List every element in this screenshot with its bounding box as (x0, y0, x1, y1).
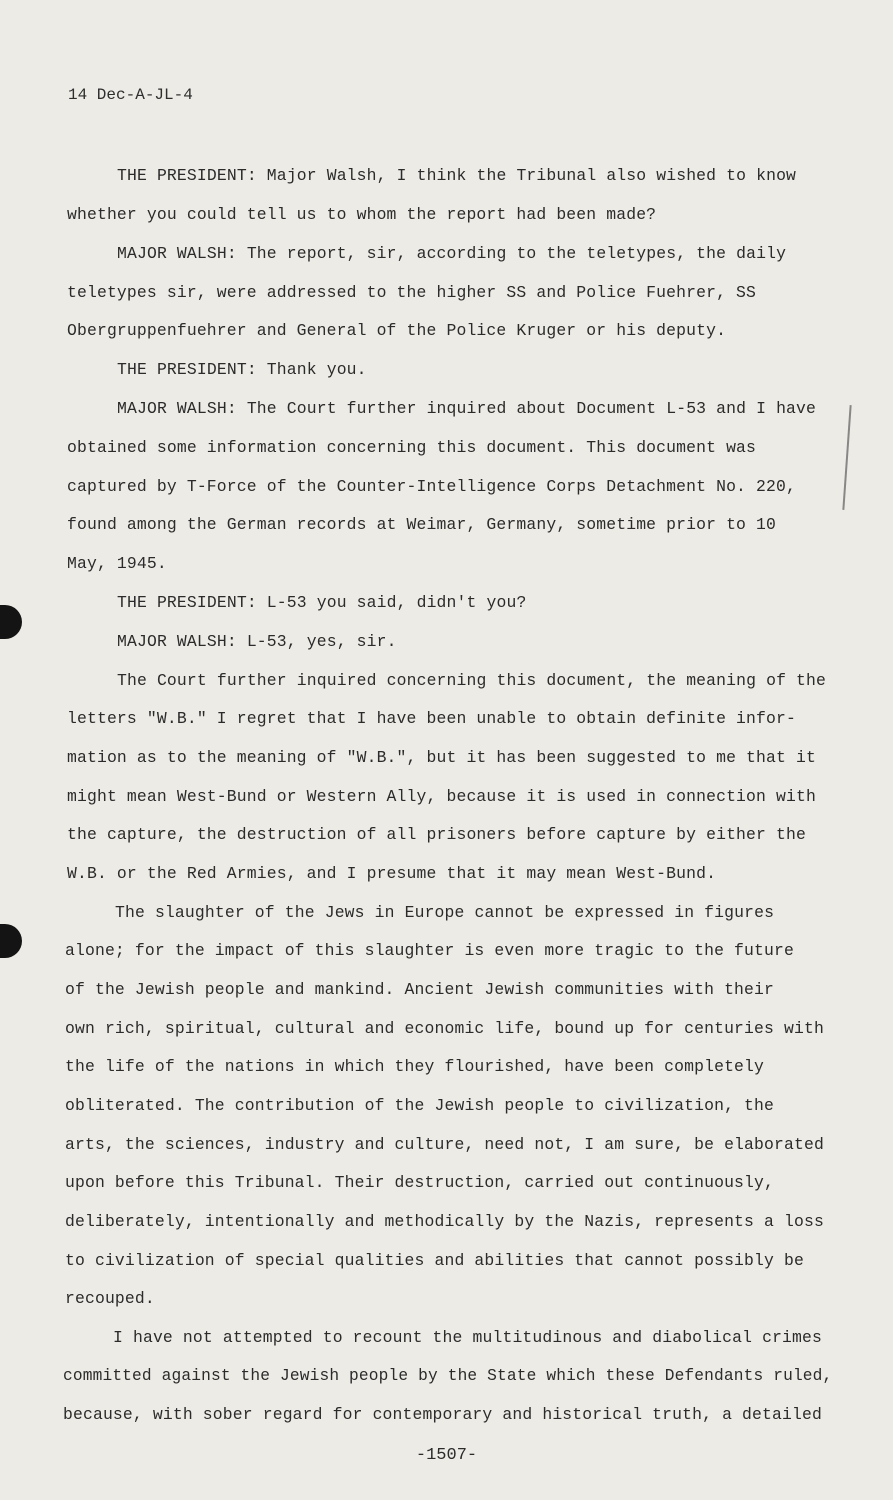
text-line: obliterated. The contribution of the Jewish people to civilization, the (65, 1096, 775, 1115)
text-line: MAJOR WALSH: L-53, yes, sir. (117, 632, 397, 651)
text-line: THE PRESIDENT: Major Walsh, I think the Tribunal also wished to know (117, 166, 797, 185)
text-line: obtained some information concerning this document. This document was (67, 438, 757, 457)
text-line: the capture, the destruction of all prisoners before capture by either the (67, 825, 806, 844)
text-line: arts, the sciences, industry and culture, need not, I am sure, be elaborated (65, 1135, 824, 1154)
text-line: captured by T-Force of the Counter-Intelligence Corps Detachment No. 220, (67, 477, 796, 496)
text-line: found among the German records at Weimar, Germany, sometime prior to 10 (67, 515, 777, 534)
page-number: -1507- (415, 1446, 478, 1465)
text-line: MAJOR WALSH: The Court further inquired about Document L-53 and I have (117, 399, 817, 418)
punch-hole-bottom (0, 924, 22, 958)
text-line: upon before this Tribunal. Their destruction, carried out continuously, (65, 1173, 775, 1192)
margin-pencil-mark (842, 405, 851, 510)
text-line: of the Jewish people and mankind. Ancient Jewish communities with their (65, 980, 775, 999)
text-line: whether you could tell us to whom the report had been made? (67, 205, 657, 224)
text-line: to civilization of special qualities and abilities that cannot possibly be (65, 1251, 804, 1270)
text-line: letters "W.B." I regret that I have been unable to obtain definite infor- (67, 709, 796, 728)
text-line: MAJOR WALSH: The report, sir, according to the teletypes, the daily (117, 244, 787, 263)
text-line: mation as to the meaning of "W.B.", but it has been suggested to me that it (67, 748, 816, 767)
text-line: The slaughter of the Jews in Europe cannot be expressed in figures (115, 903, 775, 922)
text-line: own rich, spiritual, cultural and economic life, bound up for centuries with (65, 1019, 824, 1038)
text-line: might mean West-Bund or Western Ally, because it is used in connection with (67, 787, 816, 806)
text-line: THE PRESIDENT: Thank you. (117, 360, 367, 379)
text-line: the life of the nations in which they flourished, have been completely (65, 1057, 765, 1076)
text-line: deliberately, intentionally and methodically by the Nazis, represents a loss (65, 1212, 824, 1231)
page-reference: 14 Dec-A-JL-4 (68, 86, 193, 104)
text-line: committed against the Jewish people by the State which these Defendants ruled, (63, 1367, 833, 1385)
text-line: May, 1945. (67, 554, 167, 573)
text-line: The Court further inquired concerning this document, the meaning of the (117, 671, 827, 690)
text-line: I have not attempted to recount the multitudinous and diabolical crimes (113, 1328, 823, 1347)
text-line: recouped. (65, 1289, 155, 1308)
text-line: teletypes sir, were addressed to the higher SS and Police Fuehrer, SS (67, 283, 757, 302)
text-line: Obergruppenfuehrer and General of the Police Kruger or his deputy. (67, 321, 727, 340)
text-line: W.B. or the Red Armies, and I presume that it may mean West-Bund. (67, 864, 717, 883)
text-line: alone; for the impact of this slaughter is even more tragic to the future (65, 941, 794, 960)
text-line: THE PRESIDENT: L-53 you said, didn't you? (117, 593, 527, 612)
punch-hole-top (0, 605, 22, 639)
text-line: because, with sober regard for contemporary and historical truth, a detailed (63, 1405, 822, 1424)
